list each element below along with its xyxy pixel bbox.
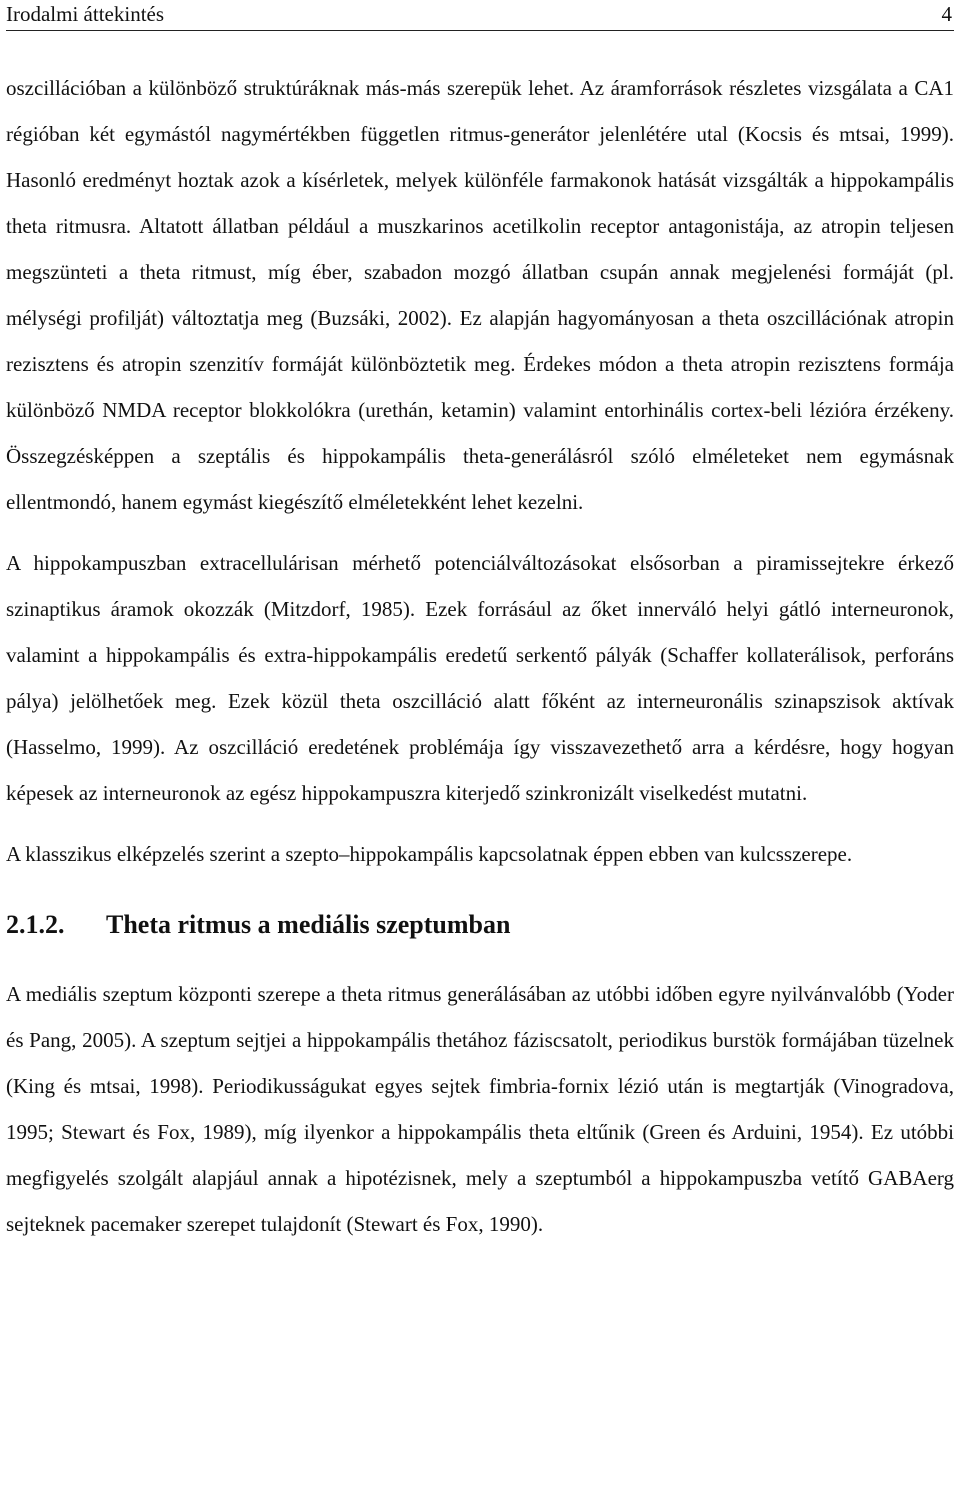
running-header (6, 0, 954, 31)
paragraph-3: A klasszikus elképzelés szerint a szepto–hippokampális kapcsolatnak éppen ebben van kulcsszerepe. (6, 842, 853, 866)
chapter-title: Irodalmi áttekintés (6, 2, 165, 26)
paragraph-2: A hippokampuszban extracellulárisan mérhető potenciálváltozásokat elsősorban a piramissejtekre érkező szinaptikus áramok okozzák (Mitzdorf, 1985). Ezek forrásául az őket innerváló helyi gátló interneuronok, valamint a hippokampális és extra-hippokampális eredetű serkentő pályák (Schaffer kollaterálisok, perforáns pálya) jelölhetőek meg. Ezek közül theta oszcilláció alatt főként az interneuronális szinapszisok aktívak (Hasselmo, 1999). Az oszcilláció eredetének problémája így visszavezethető arra a kérdésre, hogy hogyan képesek az interneuronok az egész hippokampuszra kiterjedő szinkronizált viselkedést mutatni. (6, 551, 954, 805)
page-body (6, 65, 954, 1247)
section-number: 2.1.2. (6, 910, 65, 939)
section-title: Theta ritmus a mediális szeptumban (106, 910, 511, 939)
section-paragraph: A mediális szeptum központi szerepe a theta ritmus generálásában az utóbbi időben egyre nyilvánvalóbb (Yoder és Pang, 2005). A szeptum sejtjei a hippokampális thetához fáziscsatolt, periodikus burstök formájában tüzelnek (King és mtsai, 1998). Periodikusságukat egyes sejtek fimbria-fornix lézió után is megtartják (Vinogradova, 1995; Stewart és Fox, 1989), míg ilyenkor a hippokampális theta eltűnik (Green és Arduini, 1954). Ez utóbbi megfigyelés szolgált alapjául annak a hipotézisnek, mely a szeptumból a hippokampuszba vetítő GABAerg sejteknek pacemaker szerepet tulajdonít (Stewart és Fox, 1990). (6, 982, 954, 1236)
paragraph-1: oszcillációban a különböző struktúráknak más-más szerepük lehet. Az áramforrások részletes vizsgálata a CA1 régióban két egymástól nagymértékben független ritmus-generátor jelenlétére utal (Kocsis és mtsai, 1999). Hasonló eredményt hoztak azok a kísérletek, melyek különféle farmakonok hatását vizsgálták a hippokampális theta ritmusra. Altatott állatban például a muszkarinos acetilkolin receptor antagonistája, az atropin teljesen megszünteti a theta ritmust, míg éber, szabadon mozgó állatban csupán annak megjelenési formáját (pl. mélységi profilját) változtatja meg (Buzsáki, 2002). Ez alapján hagyományosan a theta oszcillációnak atropin rezisztens és atropin szenzitív formáját különböztetik meg. Érdekes módon a theta atropin rezisztens formája különböző NMDA receptor blokkolókra (urethán, ketamin) valamint entorhinális cortex-beli lézióra érzékeny. Összegzésképpen a szeptális és hippokampális theta-generálásról szóló elméleteket nem egymásnak ellentmondó, hanem egymást kiegészítő elméletekként lehet kezelni. (6, 76, 954, 514)
section-heading (6, 905, 954, 945)
page-number: 4 (941, 2, 952, 26)
